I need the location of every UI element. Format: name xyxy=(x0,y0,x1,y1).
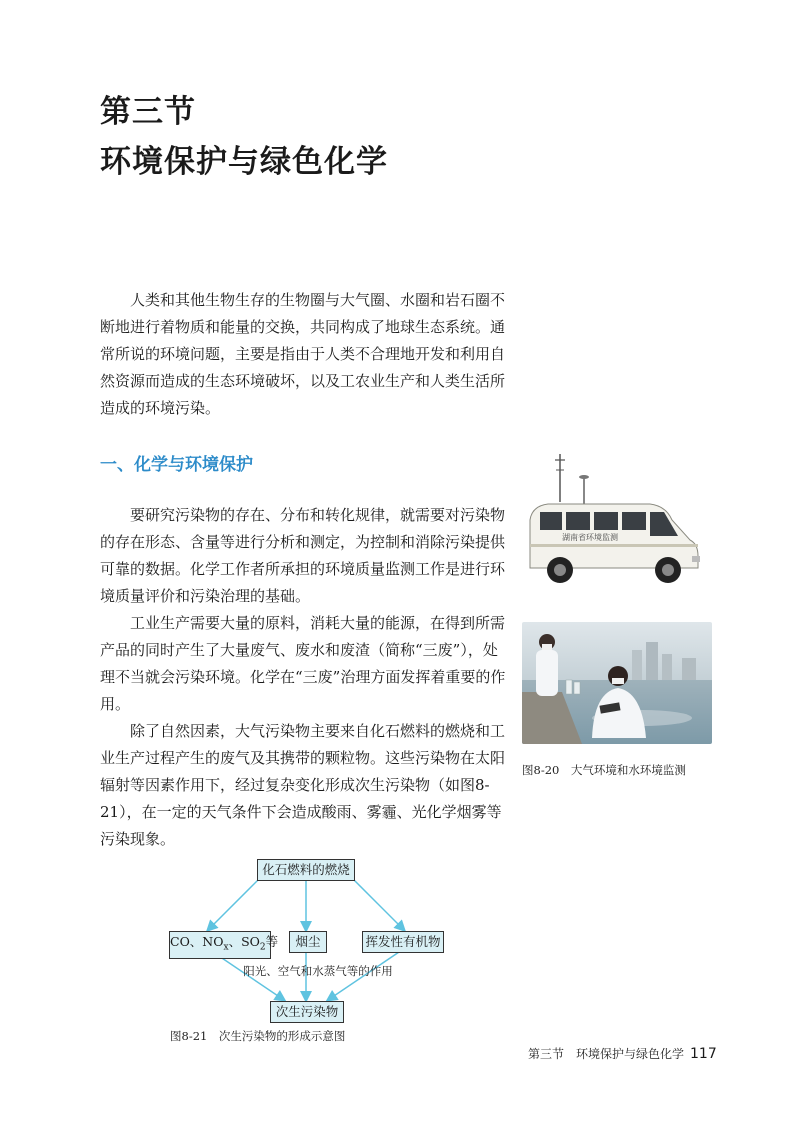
intro-paragraph: 人类和其他生物生存的生物圈与大气圈、水圈和岩石圈不断地进行着物质和能量的交换，共同构成了地球生态系统。通常所说的环境问题，主要是指由于人类不合理地开发和利用自然资源而造成的生态环境破坏，以及工农业生产和人类生活所造成的环境污染。 xyxy=(100,291,506,417)
body-paragraph: 除了自然因素，大气污染物主要来自化石燃料的燃烧和工业生产过程产生的废气及其携带的颗粒物。这些污染物在太阳辐射等因素作用下，经过复杂变化形成次生污染物（如图8-21），在一定的天气条件下会造成酸雨、雾霾、光化学烟雾等污染现象。 xyxy=(100,722,506,848)
water-monitoring-photo xyxy=(522,622,712,744)
body-text xyxy=(100,502,510,853)
body-paragraph: 工业生产需要大量的原料，消耗大量的能源，在得到所需产品的同时产生了大量废气、废水和废渣（简称“三废”），处理不当就会污染环境。化学在“三废”治理方面发挥着重要的作用。 xyxy=(100,614,506,713)
body-paragraph: 要研究污染物的存在、分布和转化规律，就需要对污染物的存在形态、含量等进行分析和测定，为控制和消除污染提供可靠的数据。化学工作者所承担的环境质量监测工作是进行环境质量评价和污染治理的基础。 xyxy=(100,506,506,605)
subsection-heading: 一、化学与环境保护 xyxy=(100,455,253,475)
figure-8-21-caption: 图8-21 次生污染物的形成示意图 xyxy=(170,1029,346,1043)
diagram-node-secondary: 次生污染物 xyxy=(270,1001,344,1023)
section-title: 环境保护与绿色化学 xyxy=(100,144,388,180)
page-footer xyxy=(528,1045,717,1062)
monitoring-van-photo xyxy=(522,440,712,600)
figure-8-20-caption: 图8-20 大气环境和水环境监测 xyxy=(522,763,686,777)
van-sign-text: 湖南省环境监测 xyxy=(562,533,618,542)
page-number: 117 xyxy=(690,1046,717,1062)
footer-section-label: 第三节 环境保护与绿色化学 xyxy=(528,1047,685,1061)
secondary-pollutant-diagram xyxy=(160,850,460,1030)
section-number: 第三节 xyxy=(100,94,196,130)
diagram-condition-label: 阳光、空气和水蒸气等的作用 xyxy=(243,964,393,978)
diagram-node-dust: 烟尘 xyxy=(289,931,327,953)
diagram-node-voc: 挥发性有机物 xyxy=(362,931,444,953)
diagram-node-gases: CO、$NO_x$、$SO_2$等 xyxy=(169,931,271,959)
diagram-node-fossil-fuel: 化石燃料的燃烧 xyxy=(257,859,355,881)
